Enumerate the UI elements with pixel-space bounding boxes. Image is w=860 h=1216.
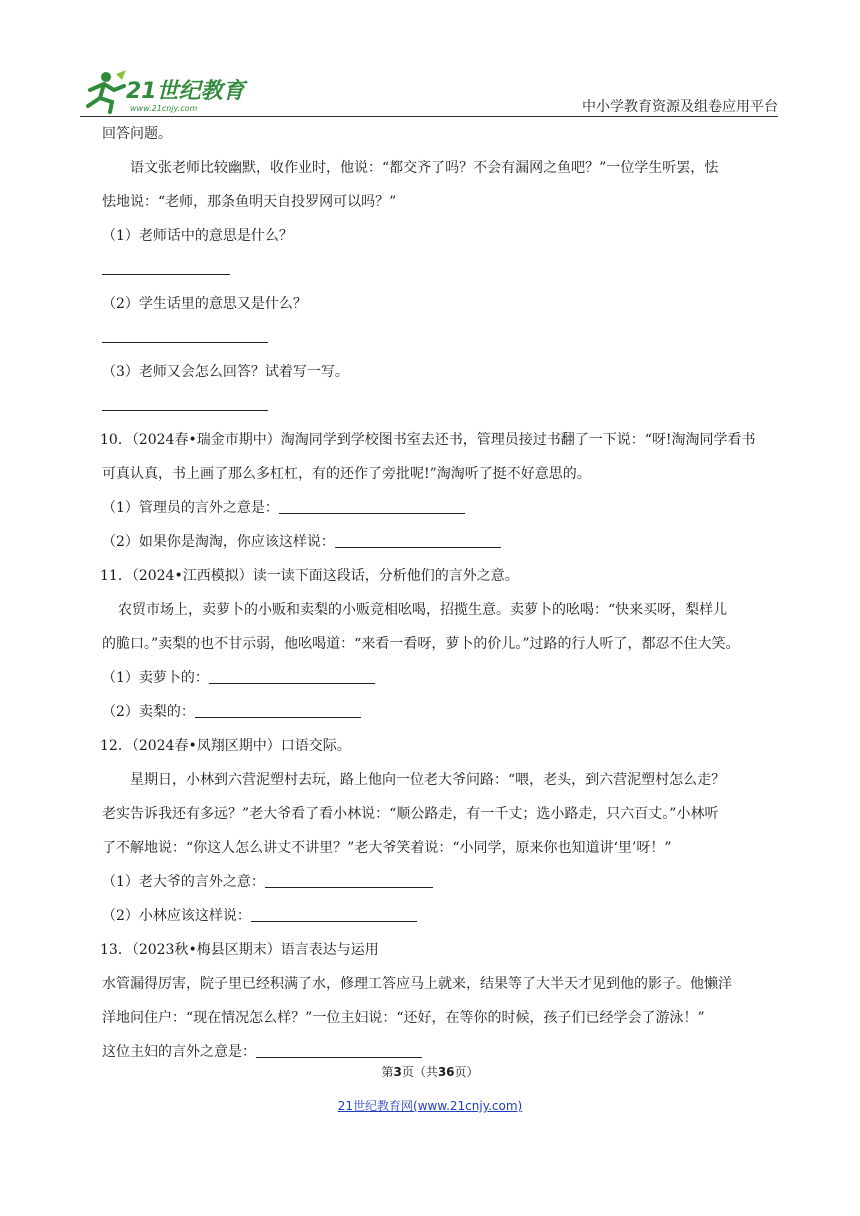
text-line: 了不解地说：“你这人怎么讲丈不讲里？”老大爷笑着说：“小同学，原来你也知道讲‘里’呀！” xyxy=(102,840,672,856)
question-item: （2）卖梨的： xyxy=(102,702,361,722)
answer-blank[interactable] xyxy=(279,499,465,514)
answer-blank[interactable] xyxy=(256,1043,422,1058)
text-line: 回答问题。 xyxy=(102,126,172,142)
text-line: 语文张老师比较幽默，收作业时，他说：“都交齐了吗？不会有漏网之鱼吧？”一位学生听罢，怯 xyxy=(130,160,719,176)
answer-blank[interactable] xyxy=(209,669,375,684)
question-item: （1）卖萝卜的： xyxy=(102,668,375,688)
question-item: （1）老大爷的言外之意： xyxy=(102,872,433,892)
text-line: 怯地说：“老师，那条鱼明天自投罗网可以吗？” xyxy=(102,194,397,210)
answer-line[interactable] xyxy=(102,410,268,411)
text-line: 星期日，小林到六营泥塑村去玩，路上他向一位老大爷问路：“喂，老头，到六营泥塑村怎么走？ xyxy=(130,772,726,788)
question-item: （3）老师又会怎么回答？试着写一写。 xyxy=(102,364,349,380)
svg-text:21世纪教育: 21世纪教育 xyxy=(126,79,245,104)
text-line: 农贸市场上，卖萝卜的小贩和卖梨的小贩竞相吆喝，招揽生意。卖萝卜的吆喝：“快来买呀，梨样儿 xyxy=(118,602,728,618)
answer-blank[interactable] xyxy=(265,873,433,888)
text-line: 可真认真，书上画了那么多杠杠，有的还作了旁批呢!”淘淘听了挺不好意思的。 xyxy=(102,466,591,482)
footer-link-row xyxy=(0,1097,860,1114)
question-item: （2）小林应该这样说： xyxy=(102,906,417,926)
question-stem: 11．（2024•江西模拟）读一读下面这段话，分析他们的言外之意。 xyxy=(100,568,519,584)
text-line: 老实告诉我还有多远？”老大爷看了看小林说：“顺公路走，有一千丈；选小路走，只六百丈。”小林听 xyxy=(102,806,719,822)
text-line: 洋地问住户：“现在情况怎么样？”一位主妇说：“还好，在等你的时候，孩子们已经学会了游泳！” xyxy=(102,1010,705,1026)
svg-text:www.21cnjy.com: www.21cnjy.com xyxy=(130,104,198,113)
answer-line[interactable] xyxy=(102,342,268,343)
website-link[interactable]: 21世纪教育网(www.21cnjy.com) xyxy=(337,1099,523,1113)
page-number: 第3页（共36页） xyxy=(381,1065,479,1079)
header-divider xyxy=(80,116,778,117)
answer-blank[interactable] xyxy=(251,907,417,922)
question-item: （2）如果你是淘淘，你应该这样说： xyxy=(102,532,501,552)
page-header xyxy=(80,66,778,118)
question-stem: 13．（2023秋•梅县区期末）语言表达与运用 xyxy=(100,942,379,958)
text-line: 水管漏得厉害，院子里已经积满了水，修理工答应马上就来，结果等了大半天才见到他的影子。他懒洋 xyxy=(102,976,732,992)
question-item: （1）管理员的言外之意是： xyxy=(102,498,465,518)
question-item: 这位主妇的言外之意是： xyxy=(102,1042,422,1062)
question-stem: 10．（2024春•瑞金市期中）淘淘同学到学校图书室去还书，管理员接过书翻了一下说：“呀!淘淘同学看书 xyxy=(100,432,756,448)
answer-blank[interactable] xyxy=(195,703,361,718)
answer-blank[interactable] xyxy=(335,533,501,548)
question-stem: 12．（2024春•凤翔区期中）口语交际。 xyxy=(100,738,351,754)
platform-name: 中小学教育资源及组卷应用平台 xyxy=(582,99,778,115)
answer-line[interactable] xyxy=(102,274,230,275)
question-item: （2）学生话里的意思又是什么？ xyxy=(102,296,307,312)
question-item: （1）老师话中的意思是什么？ xyxy=(102,228,293,244)
text-line: 的脆口。”卖梨的也不甘示弱，他吆喝道：“来看一看呀，萝卜的价儿。”过路的行人听了，都忍不住大笑。 xyxy=(102,636,740,652)
logo-21cnjy xyxy=(80,68,260,114)
